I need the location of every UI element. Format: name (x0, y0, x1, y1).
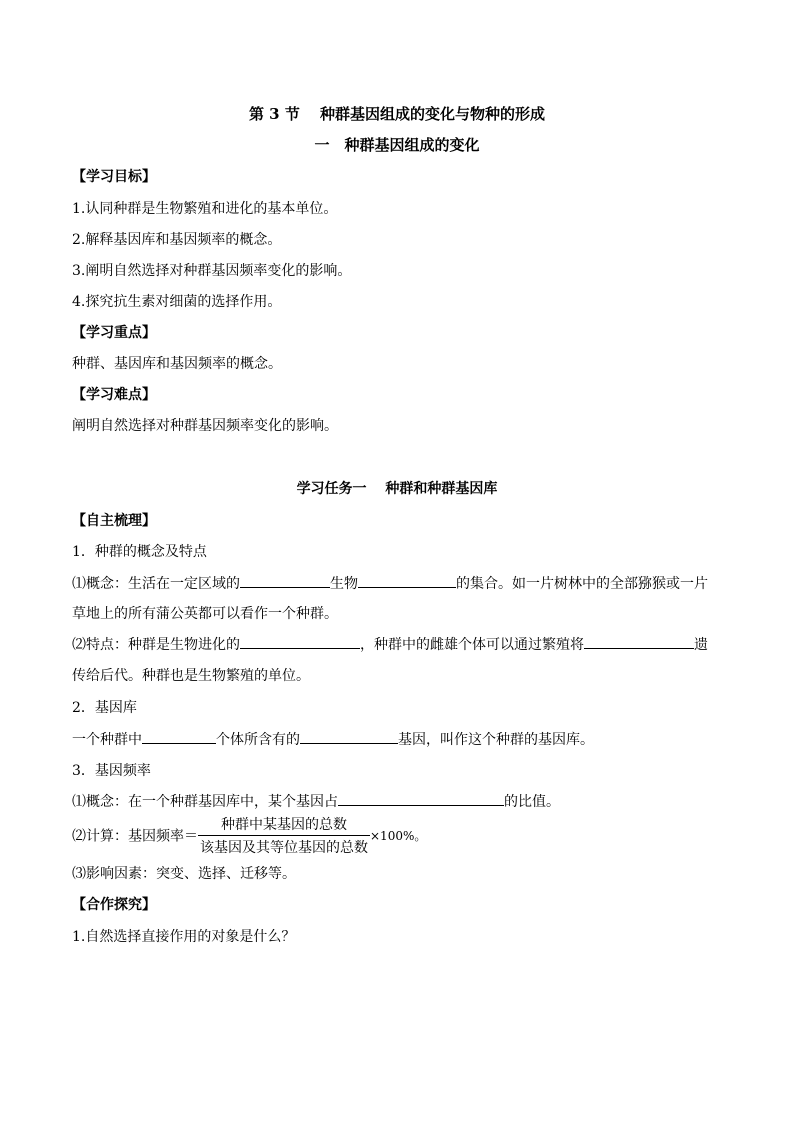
fill-blank[interactable] (584, 634, 694, 649)
text-fragment: ⑴概念：生活在一定区域的 (72, 576, 240, 592)
population-heading: 1．种群的概念及特点 (72, 544, 207, 560)
text-fragment: ，种群中的雌雄个体可以通过繁殖将 (360, 637, 584, 653)
difficulties-heading: 【学习难点】 (72, 387, 156, 403)
fraction-denominator: 该基因及其等位基因的总数 (200, 840, 368, 856)
task-title: 学习任务一 种群和种群基因库 (296, 481, 498, 497)
key-points-heading: 【学习重点】 (72, 325, 156, 341)
text-fragment: ⑵计算：基因频率＝ (72, 828, 198, 845)
text-fragment: 的比值。 (504, 794, 560, 810)
text-fragment: 的集合。如一片树林中的全部猕猴或一片 (456, 576, 708, 592)
text-fragment: 一个种群中 (72, 732, 142, 748)
gene-pool-line (72, 729, 724, 749)
fill-blank[interactable] (300, 729, 398, 744)
text-fragment: 遗 (694, 637, 708, 653)
population-feature-line (72, 634, 724, 654)
fill-blank[interactable] (240, 573, 330, 588)
gene-frequency-concept-line (72, 791, 724, 811)
fraction-numerator: 种群中某基因的总数 (198, 814, 370, 836)
fill-blank[interactable] (142, 729, 216, 744)
key-points-text: 种群、基因库和基因频率的概念。 (72, 356, 282, 372)
question-item: 1.自然选择直接作用的对象是什么？ (72, 929, 296, 945)
population-feature-cont: 传给后代。种群也是生物繁殖的单位。 (72, 668, 310, 684)
text-fragment: 基因，叫作这个种群的基因库。 (398, 732, 594, 748)
population-concept-cont: 草地上的所有蒲公英都可以看作一个种群。 (72, 606, 338, 622)
gene-frequency-formula-line (72, 814, 724, 857)
gene-frequency-factors: ⑶影响因素：突变、选择、迁移等。 (72, 866, 296, 882)
objective-item: 1.认同种群是生物繁殖和进化的基本单位。 (72, 201, 338, 217)
population-concept-line (72, 573, 724, 593)
objective-item: 2.解释基因库和基因频率的概念。 (72, 232, 282, 248)
fill-blank[interactable] (358, 573, 456, 588)
gene-pool-heading: 2．基因库 (72, 700, 137, 716)
objective-item: 4.探究抗生素对细菌的选择作用。 (72, 294, 282, 310)
fill-blank[interactable] (240, 634, 360, 649)
section-title: 第 3 节 种群基因组成的变化与物种的形成 (248, 105, 546, 123)
text-fragment: ×100%。 (370, 829, 427, 843)
explore-heading: 【合作探究】 (72, 897, 156, 913)
fill-blank[interactable] (338, 791, 504, 806)
objectives-heading: 【学习目标】 (72, 169, 156, 185)
text-fragment: ⑵特点：种群是生物进化的 (72, 637, 240, 653)
text-fragment: ⑴概念：在一个种群基因库中，某个基因占 (72, 794, 338, 810)
objective-item: 3.阐明自然选择对种群基因频率变化的影响。 (72, 263, 352, 279)
text-fragment: 生物 (330, 576, 358, 592)
difficulties-text: 阐明自然选择对种群基因频率变化的影响。 (72, 418, 338, 434)
text-fragment: 个体所含有的 (216, 732, 300, 748)
subsection-title: 一 种群基因组成的变化 (314, 136, 480, 154)
gene-frequency-heading: 3．基因频率 (72, 763, 151, 779)
self-review-heading: 【自主梳理】 (72, 513, 156, 529)
formula-fraction (198, 814, 370, 857)
